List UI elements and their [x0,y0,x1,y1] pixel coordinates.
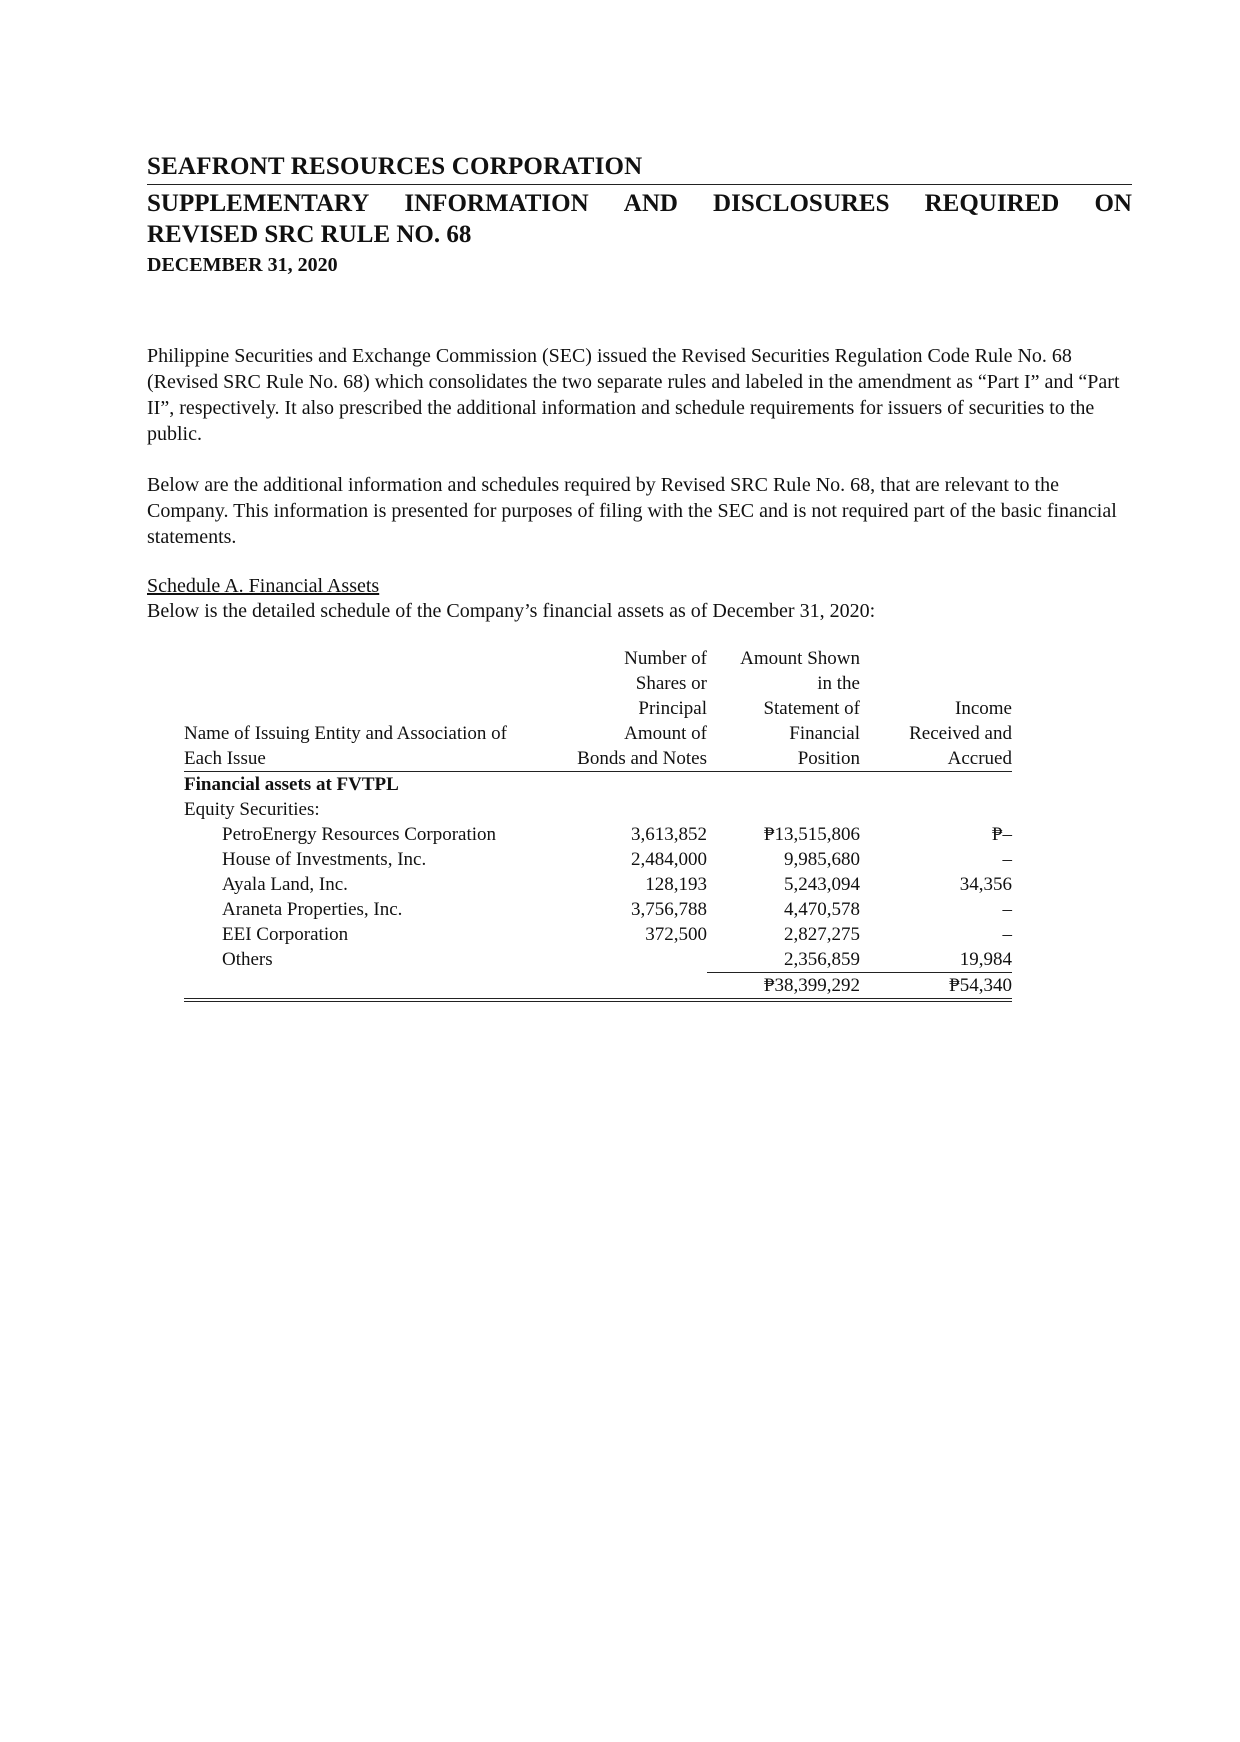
amount-value: 9,985,680 [784,849,860,870]
report-date: DECEMBER 31, 2020 [147,254,338,276]
subtitle-word: INFORMATION [404,190,589,217]
table-row [184,947,1012,973]
table-row [184,822,1012,847]
subtitle-line-1 [147,188,1132,219]
shares-value: 3,756,788 [631,899,707,920]
amount-value: 4,470,578 [784,899,860,920]
shares-value [554,947,707,973]
schedule-title: Schedule A. Financial Assets [147,575,380,597]
shares-value: 372,500 [645,924,707,945]
total-amount: ₱38,399,292 [707,973,860,1001]
total-income: ₱54,340 [860,973,1012,1001]
column-header-income: Income Received and Accrued [860,646,1012,772]
section-row [184,772,1012,798]
issuer-name: PetroEnergy Resources Corporation [222,824,497,845]
total-row [184,973,1012,1001]
subtitle-word: AND [623,190,678,217]
subtitle-line-2: REVISED SRC RULE NO. 68 [147,221,472,248]
intro-paragraph: Philippine Securities and Exchange Commission (SEC) issued the Revised Securities Regulation Code Rule No. 68 (Revised SRC Rule No. 68) which consolidates the two separate rules and labeled in the amendment as “Part I” and “Part II”, respectively. It also prescribed the additional information and schedule requirements for issuers of securities to the public. [147,345,1120,445]
amount-value: 2,827,275 [784,924,860,945]
column-header-shares: Number of Shares or Principal Amount of Bonds and Notes [554,646,707,772]
amount-value: 5,243,094 [784,874,860,895]
subtitle-word: SUPPLEMENTARY [147,190,370,217]
report-subtitle [147,188,1132,250]
subtitle-word: DISCLOSURES [713,190,890,217]
table-row [184,897,1012,922]
amount-value: ₱13,515,806 [763,824,860,845]
schedule-description: Below is the detailed schedule of the Company’s financial assets as of December 31, 2020: [147,600,876,622]
total-spacer [554,973,707,1001]
table-row [184,872,1012,897]
issuer-name: EEI Corporation [222,924,349,945]
shares-value: 3,613,852 [631,824,707,845]
income-value: 34,356 [959,874,1012,895]
company-name: SEAFRONT RESOURCES CORPORATION [147,152,1132,185]
table-row [184,847,1012,872]
table-row [184,922,1012,947]
subsection-row [184,797,1012,822]
issuer-name: House of Investments, Inc. [222,849,427,870]
amount-value: 2,356,859 [707,947,860,973]
column-header-amount: Amount Shown in the Statement of Financial Position [707,646,860,772]
financial-assets-table [184,646,1012,1002]
issuer-name: Others [222,949,273,971]
subsection-title: Equity Securities: [184,799,320,820]
income-value: – [1002,924,1012,945]
issuer-name: Ayala Land, Inc. [222,874,348,895]
section-title: Financial assets at FVTPL [184,774,399,795]
income-value: 19,984 [860,947,1012,973]
total-spacer [184,973,554,1001]
schedules-paragraph: Below are the additional information and schedules required by Revised SRC Rule No. 68, that are relevant to the Company. This information is presented for purposes of filing with the SEC and is not required part of the basic financial statements. [147,474,1117,548]
table-header-row [184,646,1012,772]
income-value: – [1002,899,1012,920]
shares-value: 128,193 [645,874,707,895]
column-header-name: Name of Issuing Entity and Association of Each Issue [184,646,554,772]
issuer-name: Araneta Properties, Inc. [222,899,403,920]
document-page [147,152,1132,1002]
shares-value: 2,484,000 [631,849,707,870]
subtitle-word: ON [1094,190,1132,217]
income-value: ₱– [991,824,1012,845]
subtitle-word: REQUIRED [924,190,1060,217]
income-value: – [1002,849,1012,870]
